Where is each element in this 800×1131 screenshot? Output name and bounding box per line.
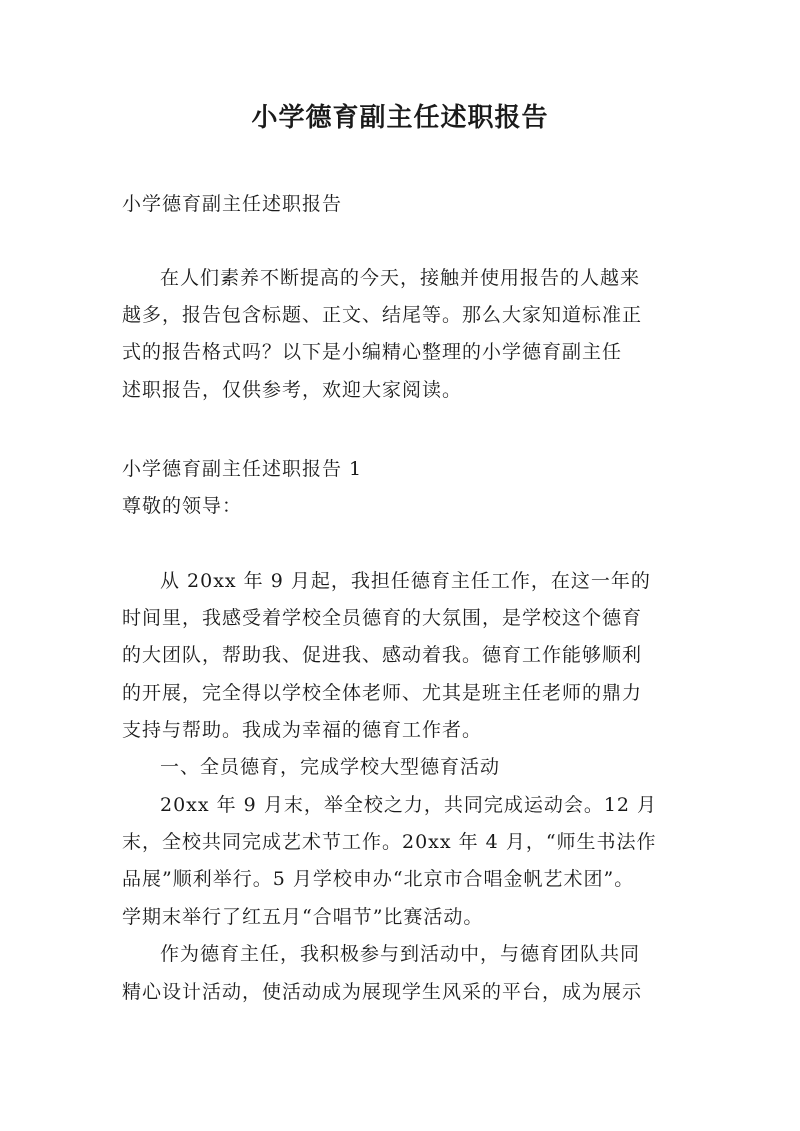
body-line: 末，全校共同完成艺术节工作。20xx 年 4 月，“师生书法作 <box>122 831 657 853</box>
intro-line-1: 在人们素养不断提高的今天，接触并使用报告的人越来 <box>160 267 641 289</box>
body-line: 精心设计活动，使活动成为展现学生风采的平台，成为展示 <box>122 981 643 1003</box>
section-heading: 小学德育副主任述职报告 1 <box>122 458 363 480</box>
subtitle-line: 小学德育副主任述职报告 <box>122 193 343 215</box>
body-line: 学期末举行了红五月“合唱节”比赛活动。 <box>122 906 484 928</box>
body-line: 品展”顺利举行。5 月学校申办“北京市合唱金帆艺术团”。 <box>122 868 635 890</box>
body-line: 的大团队，帮助我、促进我、感动着我。德育工作能够顺利 <box>122 644 643 666</box>
subsection-heading: 一、全员德育，完成学校大型德育活动 <box>160 756 501 778</box>
document-title: 小学德育副主任述职报告 <box>251 103 549 133</box>
body-line: 20xx 年 9 月末，举全校之力，共同完成运动会。12 月 <box>160 794 658 816</box>
intro-line-2: 越多，报告包含标题、正文、结尾等。那么大家知道标准正 <box>122 304 643 326</box>
intro-line-4: 述职报告，仅供参考，欢迎大家阅读。 <box>122 379 463 401</box>
body-line: 时间里，我感受着学校全员德育的大氛围，是学校这个德育 <box>122 607 643 629</box>
body-line: 从 20xx 年 9 月起，我担任德育主任工作，在这一年的 <box>160 570 651 592</box>
body-line: 作为德育主任，我积极参与到活动中，与德育团队共同 <box>160 943 641 965</box>
body-line: 支持与帮助。我成为幸福的德育工作者。 <box>122 719 483 741</box>
intro-line-3: 式的报告格式吗？以下是小编精心整理的小学德育副主任 <box>122 341 623 363</box>
body-line: 的开展，完全得以学校全体老师、尤其是班主任老师的鼎力 <box>122 682 643 704</box>
salutation: 尊敬的领导： <box>122 495 243 517</box>
